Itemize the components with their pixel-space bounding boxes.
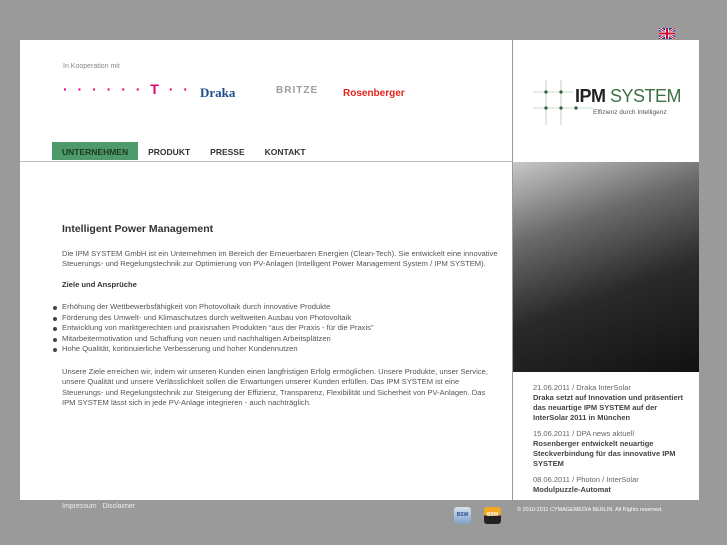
- nav-divider: [20, 161, 512, 162]
- main-nav: [52, 142, 316, 160]
- copyright: © 2010-2011 CYMAGEMEDIA BERLIN. All Rights reserved.: [517, 507, 663, 513]
- sidebar: [513, 40, 699, 500]
- list-item: Mitarbeitermotivation und Schaffung von neuen und nachhaltigen Arbeitsplätzen: [62, 334, 498, 345]
- news-date: 08.06.2011 / Photon / InterSolar: [533, 475, 639, 484]
- list-item: Förderung des Umwelt- und Klimaschutzes durch weltweiten Ausbau von Photovoltaik: [62, 313, 498, 324]
- bsm-badge-icon[interactable]: BSM: [484, 507, 501, 524]
- nav-kontakt[interactable]: KONTAKT: [264, 147, 306, 157]
- news-item[interactable]: [533, 383, 693, 423]
- goals-heading: Ziele und Ansprüche: [62, 279, 137, 289]
- goals-list: [62, 302, 498, 355]
- content: [62, 224, 498, 419]
- cooperation-label: In Kooperation mit: [63, 63, 120, 70]
- disclaimer-link[interactable]: Disclaimer: [102, 503, 136, 510]
- rosenberger-logo[interactable]: Rosenberger: [343, 88, 405, 99]
- news-title[interactable]: Rosenberger entwickelt neuartige Steckverbindung für das innovative IPM SYSTEM: [533, 439, 676, 468]
- nav-unternehmen[interactable]: UNTERNEHMEN: [52, 142, 138, 160]
- brand-tagline: Effizienz durch Intelligenz: [593, 109, 667, 116]
- news-date: 15.06.2011 / DPA news aktuell: [533, 429, 635, 438]
- britze-logo[interactable]: BRITZE: [276, 85, 319, 96]
- list-item: Hohe Qualität, kontinuierliche Verbesserung und hoher Kundennutzen: [62, 344, 498, 355]
- brand-name: IPM: [575, 86, 606, 106]
- news-title[interactable]: Draka setzt auf Innovation und präsentiert das neuartige IPM SYSTEM auf der InterSolar 2011 in München: [533, 393, 684, 422]
- telekom-logo[interactable]: · · · · · · T · ·: [63, 81, 191, 97]
- brand-logo[interactable]: [575, 86, 681, 107]
- solar-panel-photo: [513, 162, 699, 372]
- nav-presse[interactable]: PRESSE: [210, 147, 245, 157]
- footer-links: [62, 503, 135, 510]
- nav-produkt[interactable]: PRODUKT: [148, 147, 191, 157]
- main-panel: [20, 40, 512, 500]
- news-list: [533, 383, 693, 501]
- uk-flag-icon[interactable]: [659, 28, 675, 39]
- closing-text: Unsere Ziele erreichen wir, indem wir unseren Kunden einen langfristigen Erfolg ermöglichen. Unsere Produkte, unser Service, unsere Qualität und unsere Verlässlichkeit sollen die Erwartungen unserer Kunden erfüllen. Das IPM SYSTEM ist eine Steuerungs- und Regelungstechnik zur Steigerung der Effizienz, Transparenz, Flexibilität und Sicherheit von PV-Anlagen. Das IPM SYSTEM lässt sich in jede PV-Anlage integrieren - auch nachträglich.: [62, 366, 488, 407]
- impressum-link[interactable]: Impressum: [62, 503, 97, 510]
- news-title[interactable]: Modulpuzzle-Automat: [533, 485, 611, 494]
- brand-name-light: SYSTEM: [610, 86, 682, 106]
- page-title: Intelligent Power Management: [62, 223, 214, 235]
- list-item: Erhöhung der Wettbewerbsfähigkeit von Photovoltaik durch innovative Produkte: [62, 302, 498, 313]
- news-item[interactable]: [533, 429, 693, 469]
- draka-logo[interactable]: Draka: [200, 85, 236, 100]
- news-date: 21.06.2011 / Draka InterSolar: [533, 383, 631, 392]
- intro-text: Die IPM SYSTEM GmbH ist ein Unternehmen im Bereich der Erneuerbaren Energien (Clean-Tech). Sie entwickelt eine innovative Steuerungs- und Regelungstechnik zur Optimierung von PV-Anlagen (Intelligent Power Management System / IPM SYSTEM).: [62, 248, 498, 268]
- news-item[interactable]: [533, 475, 693, 495]
- bsw-badge-icon[interactable]: BSW: [454, 507, 471, 524]
- list-item: Entwicklung von marktgerechten und praxisnahen Produkten “aus der Praxis - für die Praxis”: [62, 323, 498, 334]
